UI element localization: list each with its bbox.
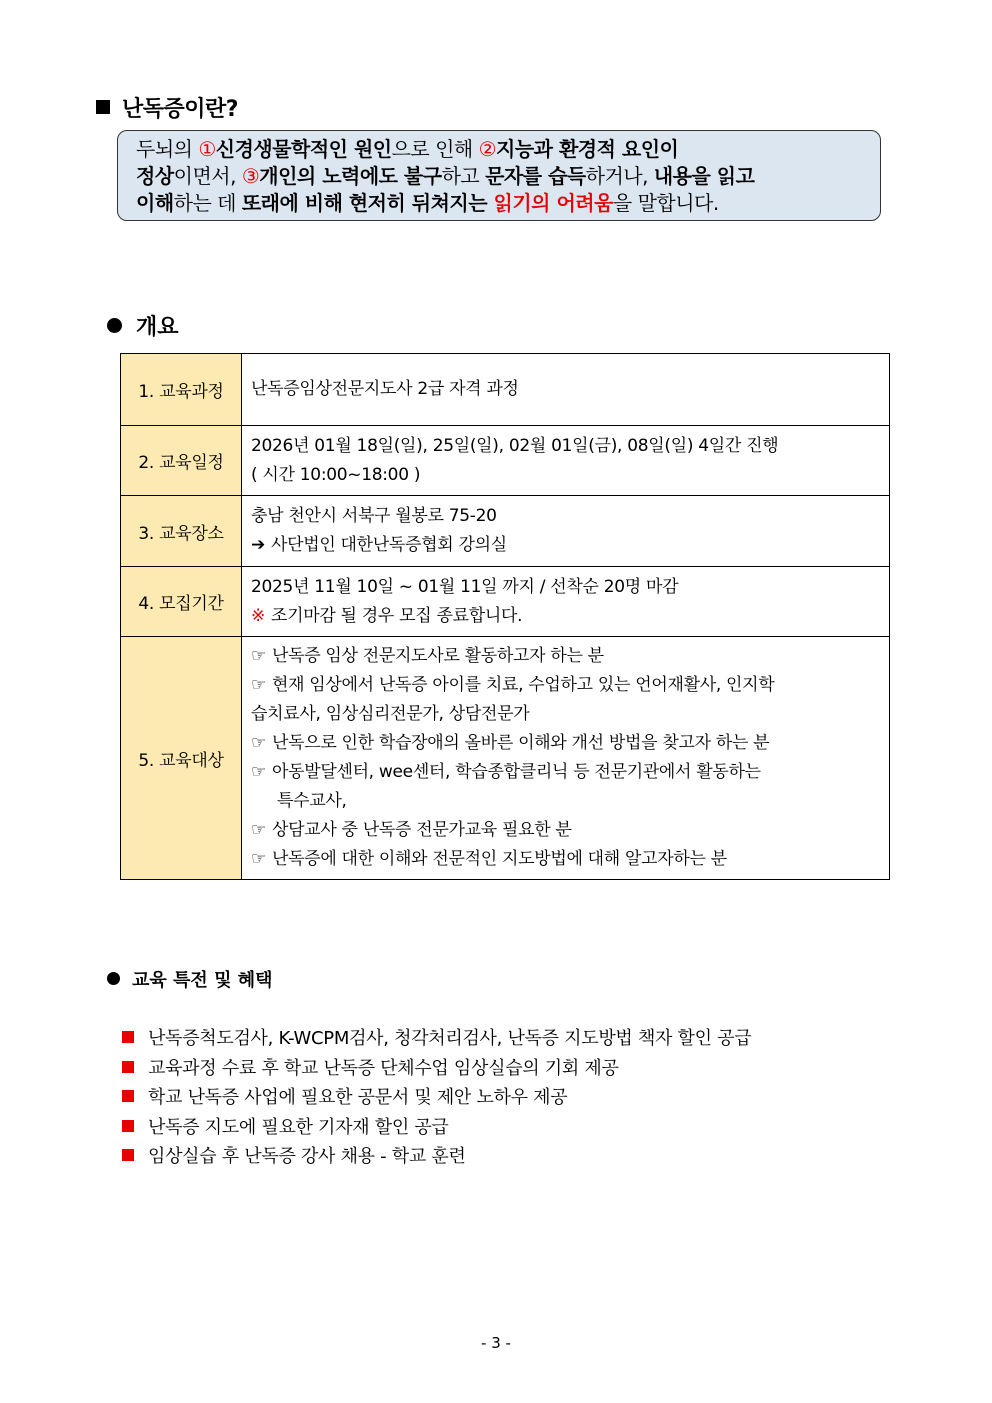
schedule-time: ( 시간 10:00~18:00 ) xyxy=(251,464,421,485)
course-name: 난독증임상전문지도사 2급 자격 과정 xyxy=(251,379,519,399)
row-value xyxy=(242,426,890,496)
red-square-bullet-icon xyxy=(122,1120,134,1132)
text-segment: 문자를 습득 xyxy=(485,164,586,188)
table-row xyxy=(121,496,890,567)
row-label: 3. 교육장소 xyxy=(121,496,242,567)
list-item: 임상실습 후 난독증 강사 채용 - 학교 훈련 xyxy=(122,1142,751,1172)
table-row xyxy=(121,354,890,426)
page-number: - 3 - xyxy=(481,1334,511,1352)
recruit-note: ※ 조기마감 될 경우 모집 종료합니다. xyxy=(251,605,523,626)
target-item: ☞ 난독증 임상 전문지도사로 활동하고자 하는 분 xyxy=(251,646,604,666)
definition-line-1 xyxy=(136,136,864,163)
row-label: 5. 교육대상 xyxy=(121,637,242,880)
list-item: 교육과정 수료 후 학교 난독증 단체수업 임상실습의 기회 제공 xyxy=(122,1054,751,1084)
target-item: ☞ 아동발달센터, wee센터, 학습종합클리닉 등 전문기관에서 활동하는 xyxy=(251,762,761,782)
text-segment: 내용을 읽고 xyxy=(653,164,755,188)
target-item-continued: 특수교사, xyxy=(277,791,347,811)
text-segment: 이면서, xyxy=(173,164,242,188)
table-row xyxy=(121,426,890,496)
pointing-hand-icon: ☞ xyxy=(251,733,266,753)
row-label: 1. 교육과정 xyxy=(121,354,242,426)
text-segment: ③ xyxy=(241,164,260,188)
definition-box xyxy=(117,130,881,221)
recruit-period: 2025년 11월 10일 ~ 01월 11일 까지 / 선착순 20명 마감 xyxy=(251,576,679,597)
venue-room: ➔ 사단법인 대한난독증협회 강의실 xyxy=(251,535,507,555)
row-value xyxy=(242,567,890,637)
circle-bullet-icon xyxy=(107,318,122,333)
text-segment: 정상 xyxy=(136,164,174,188)
row-value xyxy=(242,496,890,567)
text-segment: 읽기의 어려움 xyxy=(493,191,613,215)
text-segment: 으로 인해 xyxy=(391,137,479,161)
square-bullet-icon xyxy=(96,100,110,114)
pointing-hand-icon: ☞ xyxy=(251,849,266,869)
schedule-dates: 2026년 01월 18일(일), 25일(일), 02월 01일(금), 08일(일) 4일간 진행 xyxy=(251,435,779,456)
text-segment: 하는 데 xyxy=(173,191,242,215)
list-item: 난독증 지도에 필요한 기자재 할인 공급 xyxy=(122,1113,751,1143)
text-segment: 하고 xyxy=(441,164,486,188)
text-segment: 두뇌의 xyxy=(136,137,199,161)
table-row xyxy=(121,567,890,637)
target-item: ☞ 상담교사 중 난독증 전문가교육 필요한 분 xyxy=(251,820,572,840)
target-item: ☞ 현재 임상에서 난독증 아이를 치료, 수업하고 있는 언어재활사, 인지학 xyxy=(251,675,775,695)
text-segment: ① xyxy=(198,137,216,161)
text-segment: 개인의 노력에도 불구 xyxy=(259,164,442,188)
table-row xyxy=(121,637,890,880)
target-item: ☞ 난독으로 인한 학습장애의 올바른 이해와 개선 방법을 찾고자 하는 분 xyxy=(251,733,770,753)
row-value xyxy=(242,354,890,426)
definition-heading: 난독증이란? xyxy=(96,92,238,123)
red-square-bullet-icon xyxy=(122,1031,134,1043)
definition-line-3 xyxy=(136,190,864,217)
target-item: ☞ 난독증에 대한 이해와 전문적인 지도방법에 대해 알고자하는 분 xyxy=(251,849,727,869)
row-label: 4. 모집기간 xyxy=(121,567,242,637)
text-segment: 신경생물학적인 원인 xyxy=(215,137,392,161)
overview-heading: 개요 xyxy=(107,310,179,341)
text-segment: 하거나, xyxy=(585,164,654,188)
arrow-right-icon: ➔ xyxy=(251,535,265,555)
pointing-hand-icon: ☞ xyxy=(251,762,266,782)
text-segment: 또래에 비해 현저히 뒤쳐지는 xyxy=(241,191,494,215)
benefits-list xyxy=(122,1024,751,1172)
red-square-bullet-icon xyxy=(122,1149,134,1161)
target-item-continued: 습치료사, 임상심리전문가, 상담전문가 xyxy=(251,704,530,724)
pointing-hand-icon: ☞ xyxy=(251,675,266,695)
overview-table xyxy=(120,353,890,880)
red-square-bullet-icon xyxy=(122,1061,134,1073)
pointing-hand-icon: ☞ xyxy=(251,820,266,840)
reference-mark-icon: ※ xyxy=(251,605,265,626)
text-segment: ② xyxy=(478,137,497,161)
row-value xyxy=(242,637,890,880)
list-item: 학교 난독증 사업에 필요한 공문서 및 제안 노하우 제공 xyxy=(122,1083,751,1113)
text-segment: 이해 xyxy=(136,191,174,215)
venue-address: 충남 천안시 서북구 월봉로 75-20 xyxy=(251,506,497,526)
circle-bullet-icon xyxy=(107,972,120,985)
text-segment: 을 말합니다. xyxy=(612,191,719,215)
definition-line-2 xyxy=(136,163,864,190)
red-square-bullet-icon xyxy=(122,1090,134,1102)
pointing-hand-icon: ☞ xyxy=(251,646,266,666)
list-item: 난독증척도검사, K-WCPM검사, 청각처리검사, 난독증 지도방법 책자 할인 공급 xyxy=(122,1024,751,1054)
row-label: 2. 교육일정 xyxy=(121,426,242,496)
text-segment: 지능과 환경적 요인이 xyxy=(496,137,679,161)
benefits-heading: 교육 특전 및 혜택 xyxy=(107,966,273,992)
